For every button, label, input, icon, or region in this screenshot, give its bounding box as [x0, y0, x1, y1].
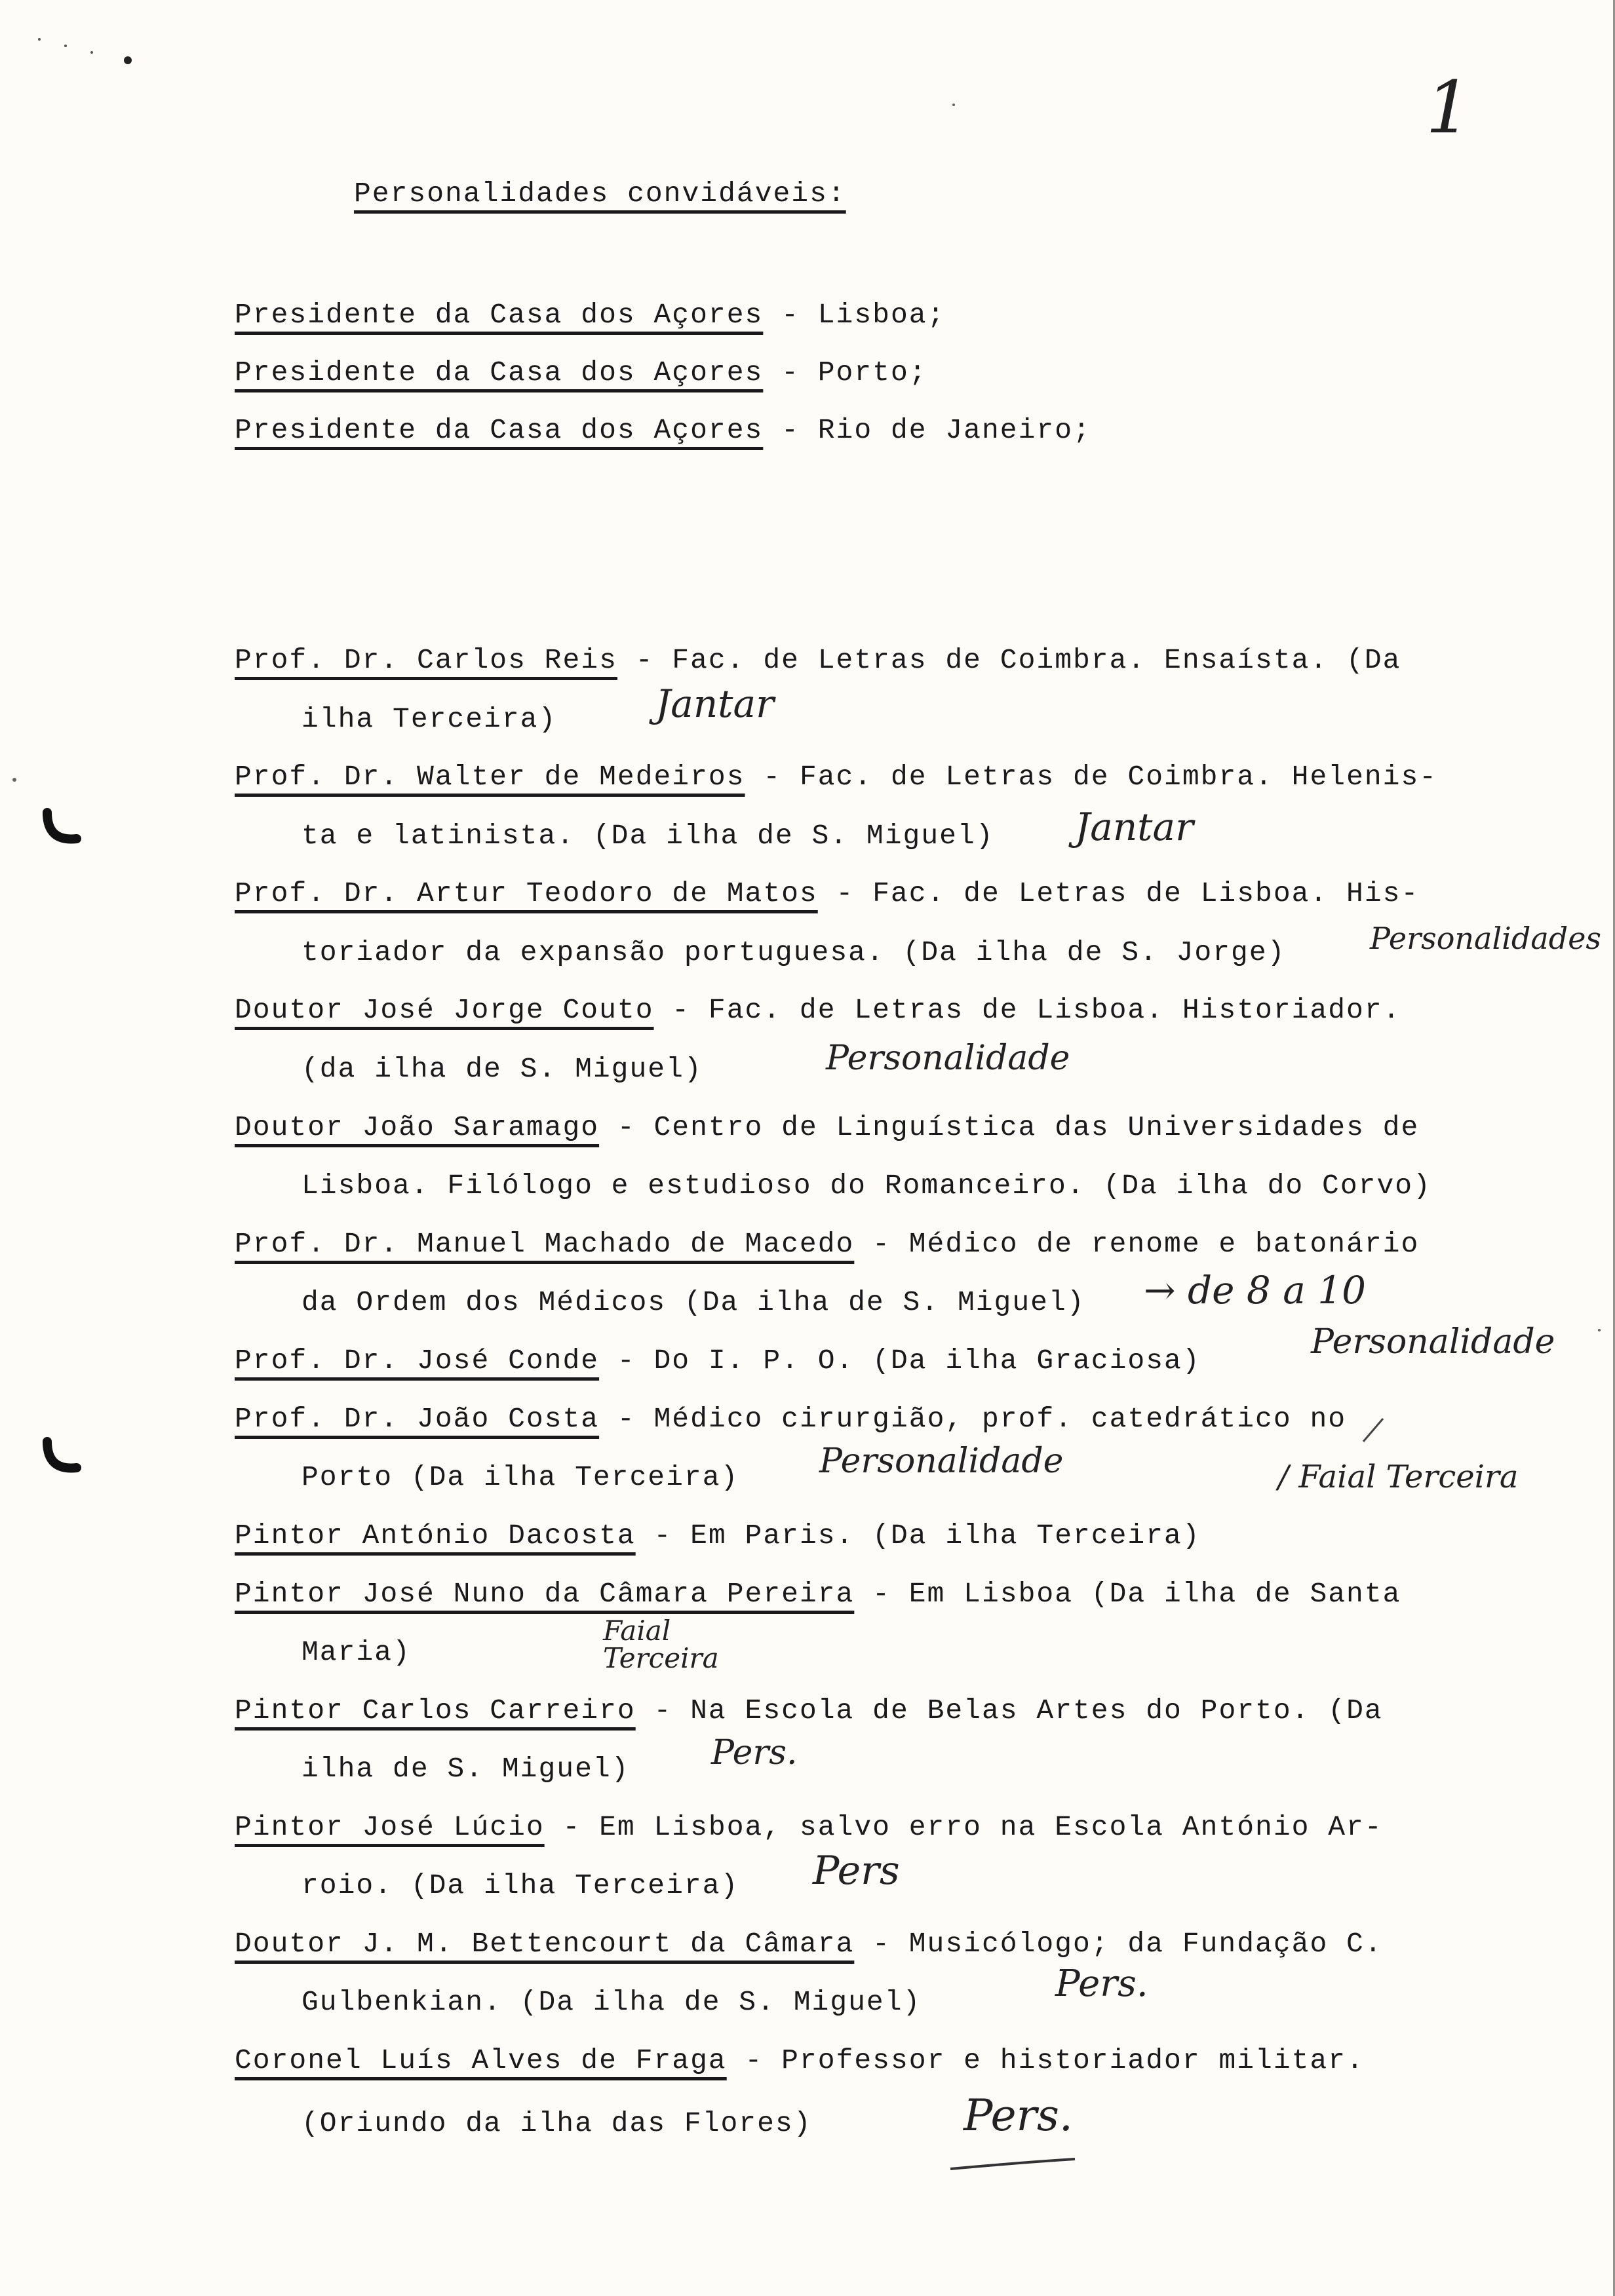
- entry-continuation: (Oriundo da ilha das Flores): [302, 2107, 812, 2139]
- handwritten-note: Personalidade: [826, 1039, 1070, 1078]
- entry-name: Pintor Carlos Carreiro: [235, 1694, 636, 1727]
- entry-name: Presidente da Casa dos Açores: [235, 299, 764, 331]
- entry-continuation: roio. (Da ilha Terceira): [302, 1869, 739, 1902]
- entry-name: Doutor João Saramago: [235, 1111, 600, 1143]
- handwritten-note: Personalidade: [1311, 1322, 1555, 1362]
- handwritten-note: Pers: [813, 1848, 900, 1894]
- entry-name: Prof. Dr. José Conde: [235, 1345, 600, 1377]
- entry-name: Prof. Dr. Artur Teodoro de Matos: [235, 877, 818, 909]
- entry-name: Pintor António Dacosta: [235, 1520, 636, 1552]
- entry-continuation: Lisboa. Filólogo e estudioso do Romanceiro. (Da ilha do Corvo): [302, 1170, 1431, 1202]
- entry-continuation: ta e latinista. (Da ilha de S. Miguel): [302, 820, 994, 852]
- entry-detail: - Lisboa;: [763, 299, 946, 331]
- entry-name: Prof. Dr. João Costa: [235, 1403, 600, 1435]
- entry-continuation: Maria): [302, 1636, 411, 1668]
- entry-detail: - Porto;: [763, 356, 927, 389]
- entry-name: Pintor José Lúcio: [235, 1811, 545, 1843]
- handwritten-note: / Faial Terceira: [1278, 1459, 1519, 1495]
- entry-detail: - Em Lisboa (Da ilha de Santa: [854, 1578, 1401, 1610]
- entry-name: Prof. Dr. Manuel Machado de Macedo: [235, 1228, 855, 1260]
- entry-name: Prof. Dr. Walter de Medeiros: [235, 761, 745, 793]
- entry-name: Pintor José Nuno da Câmara Pereira: [235, 1578, 855, 1610]
- entry-detail: - Médico de renome e batonário: [854, 1228, 1420, 1260]
- handwritten-note: Personalidades: [1370, 921, 1602, 956]
- handwritten-note: Personalidade: [819, 1442, 1064, 1481]
- entry-name: Presidente da Casa dos Açores: [235, 414, 764, 446]
- entry-detail: - Centro de Linguística das Universidades de: [599, 1111, 1420, 1143]
- entry-detail: - Musicólogo; da Fundação C.: [854, 1928, 1383, 1960]
- page-number-mark: 1: [1426, 66, 1471, 149]
- entry-detail: - Médico cirurgião, prof. catedrático no: [599, 1403, 1347, 1435]
- entry-detail: - Fac. de Letras de Lisboa. Historiador.: [653, 994, 1401, 1026]
- entry-name: Coronel Luís Alves de Fraga: [235, 2044, 727, 2076]
- handwritten-note: → de 8 a 10: [1144, 1268, 1367, 1312]
- entry-name: Prof. Dr. Carlos Reis: [235, 644, 617, 676]
- entry-continuation: Gulbenkian. (Da ilha de S. Miguel): [302, 1986, 922, 2018]
- entry-detail: - Em Lisboa, salvo erro na Escola António Ar-: [544, 1811, 1383, 1843]
- entry-continuation: toriador da expansão portuguesa. (Da ilha de S. Jorge): [302, 936, 1286, 968]
- entry-detail: - Fac. de Letras de Coimbra. Ensaísta. (Da: [617, 644, 1401, 676]
- entry-name: Doutor J. M. Bettencourt da Câmara: [235, 1928, 855, 1960]
- entry-detail: - Professor e historiador militar.: [726, 2044, 1365, 2076]
- entry-detail: - Do I. P. O. (Da ilha Graciosa): [599, 1345, 1201, 1377]
- entry-detail: - Na Escola de Belas Artes do Porto. (Da: [635, 1694, 1383, 1727]
- entry-detail: - Rio de Janeiro;: [763, 414, 1091, 446]
- handwritten-note: Pers.: [1055, 1962, 1148, 2005]
- entry-continuation: Porto (Da ilha Terceira): [302, 1461, 739, 1493]
- entry-detail: - Em Paris. (Da ilha Terceira): [635, 1520, 1201, 1552]
- entry-continuation: da Ordem dos Médicos (Da ilha de S. Miguel): [302, 1286, 1085, 1318]
- handwritten-note: Faial Terceira: [603, 1615, 719, 1674]
- handwritten-note: Pers.: [711, 1733, 798, 1772]
- entry-continuation: ilha Terceira): [302, 703, 557, 735]
- document-title: Personalidades convidáveis:: [354, 178, 846, 210]
- entry-detail: - Fac. de Letras de Coimbra. Helenis-: [745, 761, 1438, 793]
- entry-name: Doutor José Jorge Couto: [235, 994, 654, 1026]
- handwritten-note: Jantar: [1075, 805, 1194, 849]
- handwritten-note: Jantar: [655, 681, 774, 726]
- entry-name: Presidente da Casa dos Açores: [235, 356, 764, 389]
- entry-detail: - Fac. de Letras de Lisboa. His-: [817, 877, 1420, 909]
- entry-continuation: (da ilha de S. Miguel): [302, 1053, 703, 1085]
- handwritten-note: Pers.: [963, 2090, 1073, 2141]
- entry-continuation: ilha de S. Miguel): [302, 1753, 630, 1785]
